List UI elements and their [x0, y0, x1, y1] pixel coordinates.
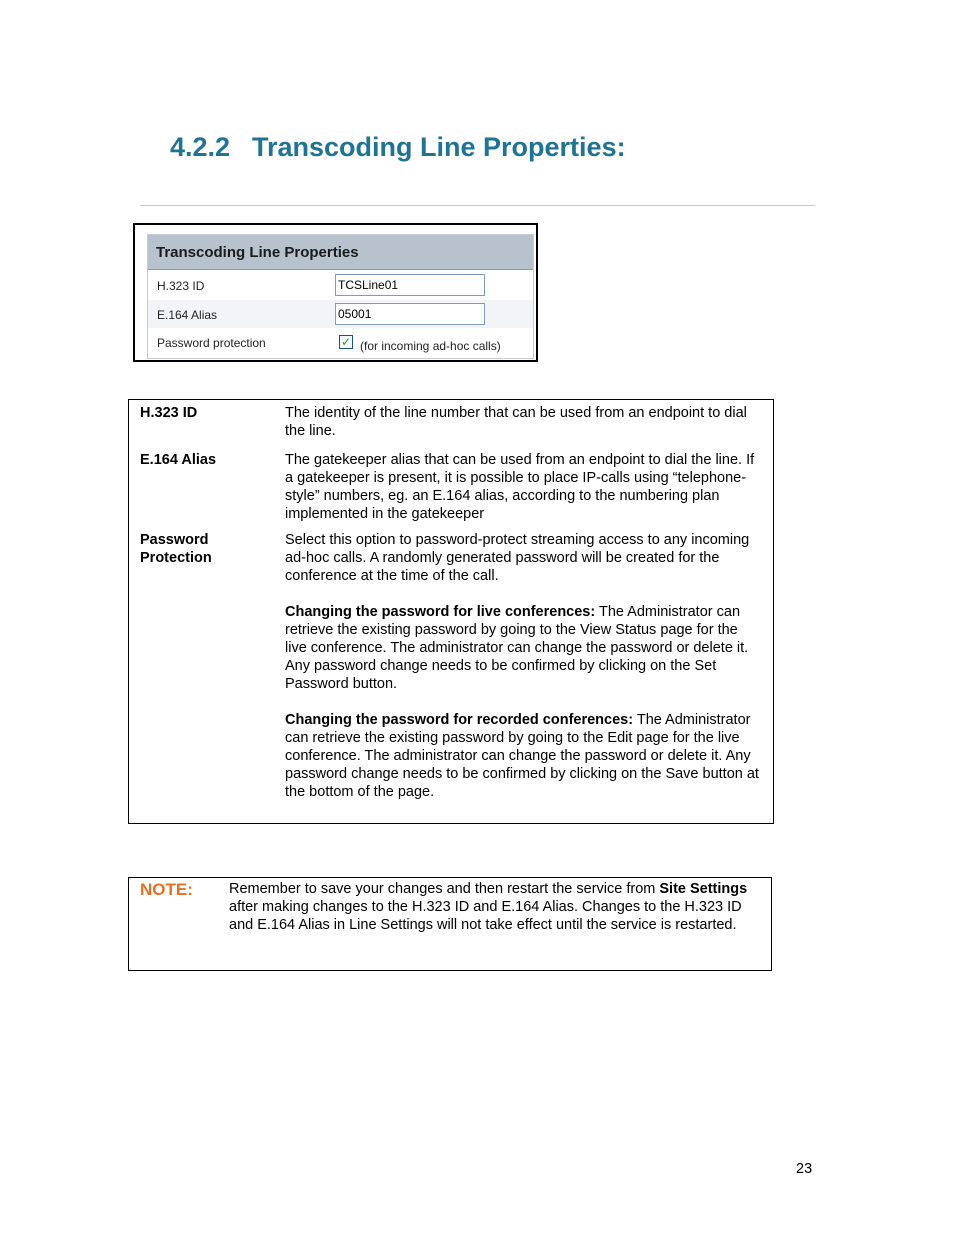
- recorded-conferences-heading: Changing the password for recorded conferences:: [285, 712, 634, 728]
- desc-h323-id: The identity of the line number that can be used from an endpoint to dial the line.: [285, 405, 747, 439]
- term-e164-alias: E.164 Alias: [140, 452, 217, 468]
- h323-id-label: H.323 ID: [157, 279, 205, 293]
- password-protection-label: Password protection: [157, 336, 266, 350]
- form-row-password: [148, 330, 533, 358]
- form-row-e164: [148, 300, 533, 328]
- e164-alias-label: E.164 Alias: [157, 308, 218, 322]
- h323-id-input[interactable]: TCSLine01: [335, 274, 485, 296]
- definition-table: [128, 399, 774, 824]
- desc-e164-alias: The gatekeeper alias that can be used from an endpoint to dial the line. If a gatekeeper is present, it is possible to place IP-calls using “telephone-style” numbers, eg. an E.164 alias, according to the numbering plan implemented in the gatekeeper: [285, 452, 755, 522]
- note-label: NOTE:: [140, 880, 193, 899]
- password-protection-checkbox[interactable]: ✓: [340, 335, 352, 349]
- term-password-protection: Password Protection: [140, 532, 212, 566]
- section-heading: [170, 132, 626, 163]
- note-site-settings: Site Settings: [659, 881, 748, 897]
- section-title: Transcoding Line Properties:: [252, 132, 626, 162]
- note-text-part1: Remember to save your changes and then restart the service from: [229, 881, 660, 897]
- password-protection-checkbox-label: (for incoming ad-hoc calls): [360, 339, 501, 353]
- live-conferences-text: The Administrator can retrieve the existing password by going to the View Status page for the live conference. The administrator can change the password or delete it. Any password change needs to be confirmed by clicking on the Set Password button.: [285, 604, 749, 692]
- form-screenshot: [133, 223, 538, 362]
- e164-alias-input[interactable]: 05001: [335, 303, 485, 325]
- term-h323-id: H.323 ID: [140, 405, 198, 421]
- section-number: 4.2.2: [170, 132, 231, 162]
- desc-recorded-conferences: [285, 711, 761, 801]
- live-conferences-heading: Changing the password for live conferences:: [285, 604, 596, 620]
- note-text-part2: after making changes to the H.323 ID and E.164 Alias. Changes to the H.323 ID and E.164 Alias in Line Settings will not take effect until the service is restarted.: [229, 899, 742, 933]
- heading-rule: [140, 205, 815, 206]
- desc-password-protection: Select this option to password-protect streaming access to any incoming ad-hoc calls. A randomly generated password will be created for the conference at the time of the call.: [285, 532, 750, 584]
- form-panel: [147, 234, 534, 359]
- note-box: [128, 877, 772, 971]
- desc-live-conferences: [285, 603, 761, 693]
- form-panel-title: Transcoding Line Properties: [148, 235, 533, 270]
- form-row-h323: [148, 271, 533, 299]
- recorded-conferences-text: The Administrator can retrieve the existing password by going to the Edit page for the live conference. The administrator can change the password or delete it. Any password change needs to be confirmed by clicking on the Save button at the bottom of the page.: [285, 712, 759, 800]
- page-number: 23: [796, 1161, 813, 1177]
- note-text: [229, 880, 759, 934]
